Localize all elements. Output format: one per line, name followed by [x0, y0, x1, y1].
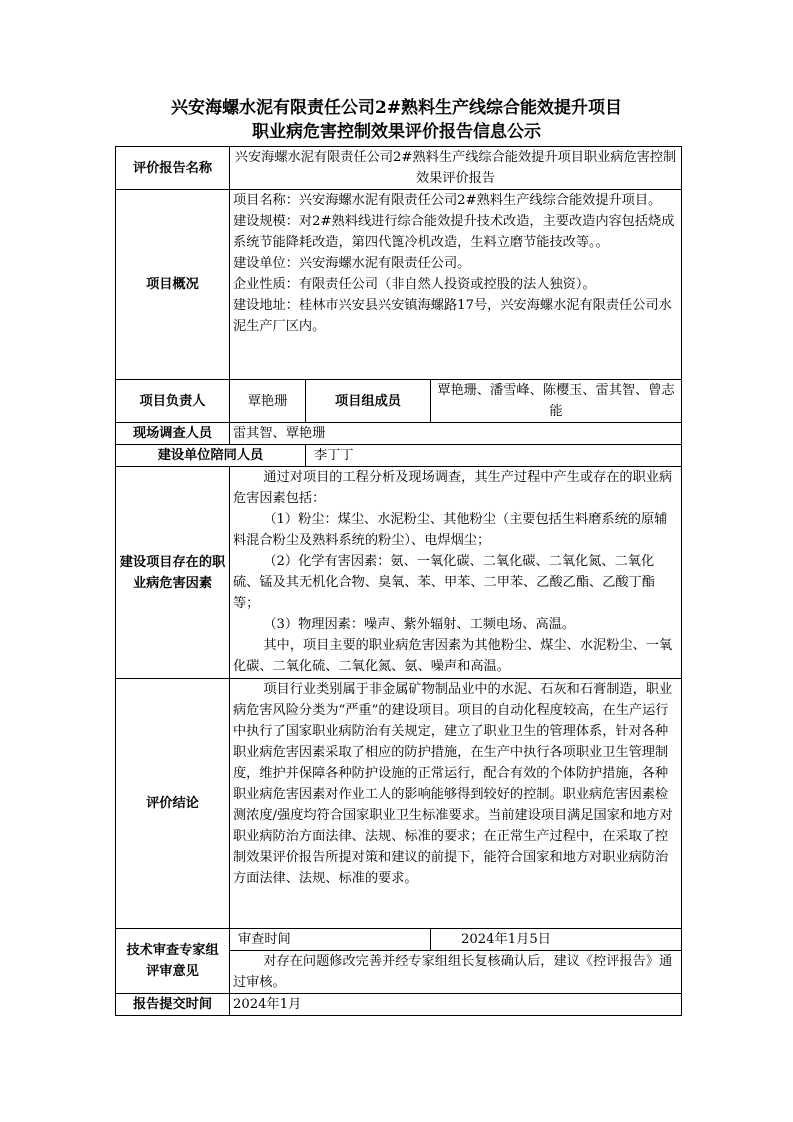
- expert-review-label-line1: 技术审查专家组: [126, 943, 219, 958]
- escort-label: 建设单位陪同人员: [116, 445, 306, 467]
- project-overview-label: 项目概况: [116, 190, 230, 380]
- team-members-label: 项目组成员: [306, 380, 431, 423]
- project-leader-label: 项目负责人: [116, 380, 230, 423]
- row-report-name: [116, 147, 682, 190]
- site-investigators-label: 现场调查人员: [116, 423, 230, 445]
- team-members-value: 覃艳珊、潘雪峰、陈樱玉、雷其智、曾志能: [431, 380, 682, 423]
- row-hazards: [116, 467, 682, 679]
- report-name-label: 评价报告名称: [116, 147, 230, 190]
- disclosure-table: [115, 146, 682, 1016]
- document-subtitle: 职业病危害控制效果评价报告信息公示: [252, 122, 541, 142]
- submission-value: 2024年1月: [230, 994, 682, 1016]
- review-time-label: 审查时间: [230, 929, 431, 951]
- construction-address-text: 建设地址：桂林市兴安县兴安镇海螺路17号，兴安海螺水泥有限责任公司水泥生产厂区内。: [233, 298, 672, 334]
- enterprise-nature-text: 企业性质：有限责任公司（非自然人投资或控股的法人独资）。: [233, 277, 596, 292]
- hazards-content: [230, 467, 682, 679]
- row-project-leader: [116, 380, 682, 423]
- review-time-value: 2024年1月5日: [431, 929, 682, 951]
- hazards-dust-text: （1）粉尘：煤尘、水泥粉尘、其他粉尘（主要包括生料磨系统的原辅料混合粉尘及熟料系统的粉尘）、电焊烟尘；: [233, 512, 668, 548]
- row-site-investigators: [116, 423, 682, 445]
- hazards-physical-text: （3）物理因素：噪声、紫外辐射、工频电场、高温。: [263, 617, 576, 632]
- hazards-main-text: 其中，项目主要的职业病危害因素为其他粉尘、煤尘、水泥粉尘、一氧化碳、二氧化硫、二氧化氮、氨、噪声和高温。: [233, 638, 673, 674]
- hazards-chemical-text: （2）化学有害因素：氨、一氧化碳、二氧化碳、二氧化氮、二氧化硫、锰及其无机化合物、臭氧、苯、甲苯、二甲苯、乙酸乙酯、乙酸丁酯等；: [233, 554, 655, 611]
- construction-unit-text: 建设单位：兴安海螺水泥有限责任公司。: [233, 256, 471, 271]
- project-name-text: 项目名称：兴安海螺水泥有限责任公司2#熟料生产线综合能效提升项目。: [233, 193, 662, 208]
- hazards-intro-text: 通过对项目的工程分析及现场调查，其生产过程中产生或存在的职业病危害因素包括：: [233, 470, 673, 506]
- escort-value: 李丁丁: [306, 445, 682, 467]
- expert-review-label: [116, 929, 230, 994]
- report-name-value: 兴安海螺水泥有限责任公司2#熟料生产线综合能效提升项目职业病危害控制效果评价报告: [230, 147, 682, 190]
- document-title: 兴安海螺水泥有限责任公司2#熟料生产线综合能效提升项目: [170, 98, 623, 118]
- row-review-time: [116, 929, 682, 951]
- site-investigators-value: 雷其智、覃艳珊: [230, 423, 682, 445]
- row-escort: [116, 445, 682, 467]
- conclusion-text: 项目行业类别属于非金属矿物制品业中的水泥、石灰和石膏制造，职业病危害风险分类为“严重”的建设项目。项目的自动化程度较高，在生产运行中执行了国家职业病防治有关规定，建立了职业卫生的管理体系，针对各种职业病危害因素采取了相应的防护措施，在生产中执行各项职业卫生管理制度，维护并保障各种防护设施的正常运行，配合有效的个体防护措施，各种职业病危害因素对作业工人的影响能够得到较好的控制。职业病危害因素检测浓度/强度均符合国家职业卫生标准要求。当前建设项目满足国家和地方对职业病防治方面法律、法规、标准的要求；在正常生产过程中，在采取了控制效果评价报告所提对策和建议的前提下，能符合国家和地方对职业病防治方面法律、法规、标准的要求。: [233, 682, 673, 886]
- row-conclusion: [116, 679, 682, 929]
- expert-review-label-line2: 评审意见: [146, 964, 199, 979]
- project-overview-content: [230, 190, 682, 380]
- row-submission: [116, 994, 682, 1016]
- hazards-label: 建设项目存在的职业病危害因素: [116, 467, 230, 679]
- construction-scale-text: 建设规模：对2#熟料线进行综合能效提升技术改造，主要改造内容包括烧成系统节能降耗改造，第四代篦冷机改造，生料立磨节能技改等。。: [233, 214, 675, 250]
- row-project-overview: [116, 190, 682, 380]
- review-opinion-text: 对存在问题修改完善并经专家组组长复核确认后，建议《控评报告》通过审核。: [233, 954, 673, 990]
- conclusion-label: 评价结论: [116, 679, 230, 929]
- conclusion-content: [230, 679, 682, 929]
- submission-label: 报告提交时间: [116, 994, 230, 1016]
- project-leader-value: 覃艳珊: [230, 380, 306, 423]
- review-opinion-content: [230, 951, 682, 994]
